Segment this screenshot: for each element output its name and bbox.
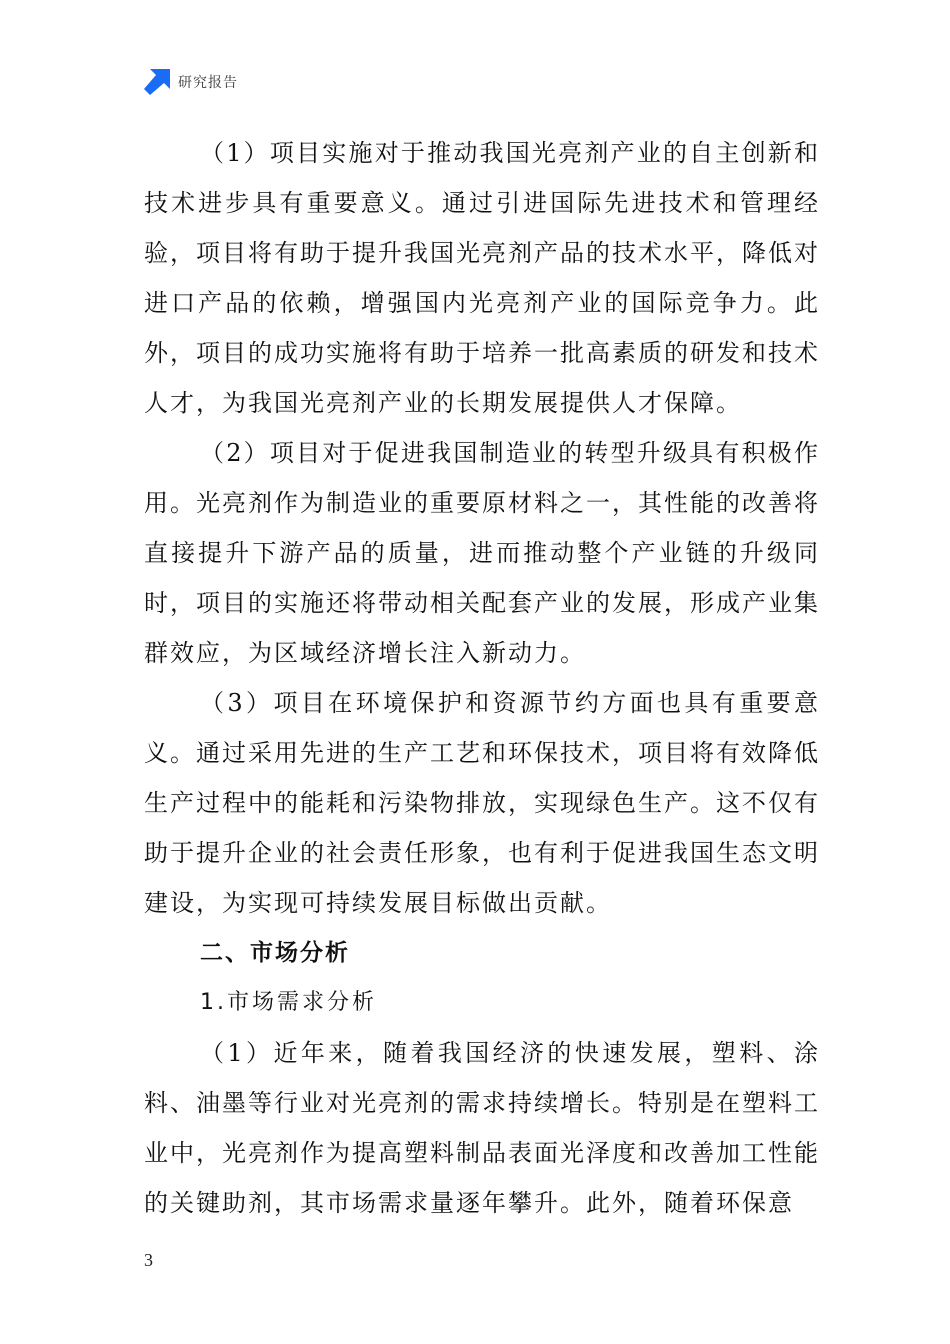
page-header <box>144 68 238 96</box>
section-heading: 二、市场分析 <box>200 940 350 966</box>
section-subheading: 1.市场需求分析 <box>200 990 377 1015</box>
page-number: 3 <box>144 1250 153 1270</box>
paragraph-4: （1）近年来，随着我国经济的快速发展，塑料、涂料、油墨等行业对光亮剂的需求持续增长。特别是在塑料工业中，光亮剂作为提高塑料制品表面光泽度和改善加工性能的关键助剂，其市场需求量逐年攀升。此外，随着环保意 <box>144 1039 820 1217</box>
paragraph-3: （3）项目在环境保护和资源节约方面也具有重要意义。通过采用先进的生产工艺和环保技术，项目将有效降低生产过程中的能耗和污染物排放，实现绿色生产。这不仅有助于提升企业的社会责任形象，也有利于促进我国生态文明建设，为实现可持续发展目标做出贡献。 <box>144 689 820 917</box>
document-body <box>144 128 820 1228</box>
paragraph-1: （1）项目实施对于推动我国光亮剂产业的自主创新和技术进步具有重要意义。通过引进国际先进技术和管理经验，项目将有助于提升我国光亮剂产品的技术水平，降低对进口产品的依赖，增强国内光亮剂产业的国际竞争力。此外，项目的成功实施将有助于培养一批高素质的研发和技术人才，为我国光亮剂产业的长期发展提供人才保障。 <box>144 139 820 417</box>
arrow-up-right-logo-icon <box>144 69 170 95</box>
report-label: 研究报告 <box>178 75 238 91</box>
paragraph-2: （2）项目对于促进我国制造业的转型升级具有积极作用。光亮剂作为制造业的重要原材料之一，其性能的改善将直接提升下游产品的质量，进而推动整个产业链的升级同时，项目的实施还将带动相关配套产业的发展，形成产业集群效应，为区域经济增长注入新动力。 <box>144 439 820 667</box>
